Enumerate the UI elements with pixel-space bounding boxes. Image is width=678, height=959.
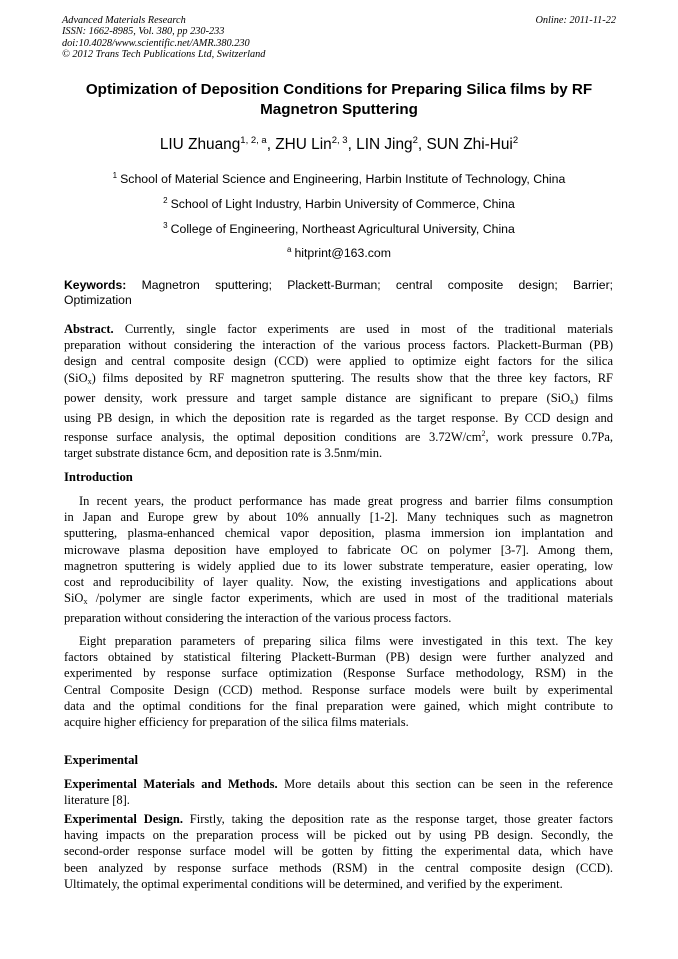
abstract-text: , work pressure 0.7Pa,	[485, 430, 613, 445]
keywords-line-2: Optimization	[64, 293, 132, 307]
affiliation-2-text: School of Light Industry, Harbin University of Commerce, China	[170, 197, 515, 211]
paper-title	[62, 80, 616, 120]
author-2: ZHU Lin	[275, 136, 332, 153]
abstract-line	[64, 321, 613, 337]
subscript: x	[570, 396, 575, 406]
intro-line: in Japan and Europe grew by about 10% annually [1-2]. Many techniques such as magnetron	[64, 510, 613, 525]
abstract-text: ) films deposited by RF magnetron sputtering. The results show that the three key factors, RF	[91, 370, 613, 385]
abstract-line: design and central composite design (CCD) were applied to optimize eight factors for the silica	[64, 354, 613, 369]
experimental-line: literature [8].	[64, 793, 130, 808]
title-line-2: Magnetron Sputtering	[260, 101, 418, 118]
abstract-line	[64, 426, 613, 445]
experimental-heading: Experimental	[64, 753, 139, 767]
journal-copyright: © 2012 Trans Tech Publications Ltd, Switzerland	[62, 49, 266, 61]
affiliation-2	[62, 193, 616, 212]
author-1-sup: 1, 2, a	[240, 135, 267, 146]
subscript: x	[87, 376, 92, 386]
abstract-line	[64, 370, 613, 390]
author-list	[62, 131, 616, 155]
experimental-materials-paragraph	[64, 776, 613, 808]
abstract-text: Currently, single factor experiments are used in most of the traditional materials	[124, 322, 614, 336]
author-4-sup: 2	[512, 135, 519, 146]
online-date: Online: 2011-11-22	[535, 15, 616, 26]
abstract	[64, 321, 613, 462]
intro-line: cost and reproducibility of layer quality. Now, the existing investigations and applications about	[64, 575, 613, 590]
author-4: SUN Zhi-Hui	[426, 136, 513, 153]
experimental-line: second-order response surface model will be gotten by fitting the experimental data, which have	[64, 844, 613, 859]
abstract-line: using PB design, in which the deposition rate is regarded as the target response. By CCD design and	[64, 411, 613, 426]
intro-text: SiO	[64, 591, 84, 606]
affiliation-email	[62, 242, 616, 261]
materials-label: Experimental Materials and Methods.	[64, 777, 278, 791]
intro-line: magnetron sputtering is widely applied due to its lower substrate temperature, easier operating, low	[64, 558, 613, 573]
experimental-design-paragraph	[64, 811, 613, 892]
experimental-text: More details about this section can be seen in the reference	[277, 777, 613, 791]
intro-line: Eight preparation parameters of preparing silica films were investigated in this text. The key	[79, 634, 613, 648]
experimental-text: Firstly, taking the deposition rate as the response target, those greater factors	[182, 812, 613, 826]
abstract-line	[64, 390, 613, 410]
author-3-sup: 2	[412, 135, 418, 146]
intro-line: preparation without considering the interaction of the various process factors.	[64, 611, 452, 626]
superscript: 2	[481, 429, 486, 439]
affiliation-3	[62, 218, 616, 237]
journal-name: Advanced Materials Research	[62, 15, 186, 26]
author-sep: ,	[417, 136, 427, 153]
intro-text: /polymer are single factor experiments, which are used in most of the traditional materials	[87, 591, 613, 606]
affiliation-3-sup: 3	[163, 221, 168, 230]
author-2-sup: 2, 3	[331, 135, 348, 146]
abstract-text: response surface analysis, the optimal deposition conditions are 3.72W/cm	[64, 430, 482, 445]
author-sep: ,	[347, 136, 357, 153]
intro-line	[64, 590, 613, 610]
intro-line: sputtering, plasma-enhanced chemical vapor deposition, plasma immersion ion implantation and	[64, 526, 613, 541]
journal-doi: doi:10.4028/www.scientific.net/AMR.380.230	[62, 37, 250, 49]
keywords-text-1: Magnetron sputtering; Plackett-Burman; central composite design; Barrier;	[141, 278, 614, 292]
intro-line: data and the optimal conditions for the final preparation were gained, which might contribute to	[64, 698, 613, 713]
experimental-line	[64, 811, 613, 827]
abstract-line: target substrate distance 6cm, and deposition rate is 3.5nm/min.	[64, 446, 383, 461]
introduction-heading: Introduction	[64, 470, 133, 484]
abstract-text: ) films	[574, 390, 614, 405]
experimental-line: Ultimately, the optimal experimental conditions will be determined, and verified by the experiment.	[64, 876, 563, 891]
introduction-paragraph-1	[64, 493, 613, 627]
intro-line: factors obtained by statistical filtering Plackett-Burman (PB) design were further analyzed and	[64, 650, 613, 665]
experimental-line: been analyzed by response surface methods (RSM) in the central composite design (CCD).	[64, 860, 613, 875]
intro-line: In recent years, the product performance has made great progress and barrier films consumption	[79, 494, 613, 508]
abstract-text: power density, work pressure and target sample distance are significant to prepare (SiO	[64, 390, 571, 405]
affiliation-1	[62, 168, 616, 187]
keywords-line-1	[64, 278, 613, 294]
abstract-text: (SiO	[64, 370, 88, 385]
experimental-line	[64, 776, 613, 792]
title-line-1: Optimization of Deposition Conditions for Preparing Silica films by RF	[85, 81, 593, 98]
affiliation-2-sup: 2	[163, 196, 168, 205]
abstract-line: preparation without considering the interaction of the various process factors. Plackett-Burman (PB)	[64, 338, 613, 353]
author-1: LIU Zhuang	[159, 136, 241, 153]
experimental-line: having impacts on the preparation process will be picked out by using PB design. Secondly, the	[64, 828, 613, 843]
subscript: x	[83, 597, 88, 607]
intro-line: microwave plasma deposition have employed to fabricate OC on polymer [3-7]. Among them,	[64, 542, 613, 557]
intro-line: Central Composite Design (CCD) method. Response surface models were built by experimental	[64, 682, 613, 697]
affiliation-email-sup: a	[286, 245, 292, 254]
author-3: LIN Jing	[356, 136, 413, 153]
author-sep: ,	[266, 136, 276, 153]
journal-header	[62, 15, 616, 61]
abstract-label: Abstract.	[64, 322, 114, 336]
affiliation-3-text: College of Engineering, Northeast Agricultural University, China	[170, 222, 515, 236]
affiliation-email-text: hitprint@163.com	[294, 246, 391, 260]
design-label: Experimental Design.	[64, 812, 183, 826]
affiliation-1-sup: 1	[112, 171, 118, 180]
intro-line: experimented by response surface optimization (Response Surface methodology, RSM) in the	[64, 666, 613, 681]
keywords-label: Keywords:	[64, 278, 127, 292]
journal-issn: ISSN: 1662-8985, Vol. 380, pp 230-233	[62, 26, 225, 38]
intro-line: acquire higher efficiency for preparation of the silica films materials.	[64, 715, 409, 730]
affiliation-1-text: School of Material Science and Engineering, Harbin Institute of Technology, China	[120, 172, 566, 186]
introduction-paragraph-2	[64, 633, 613, 730]
